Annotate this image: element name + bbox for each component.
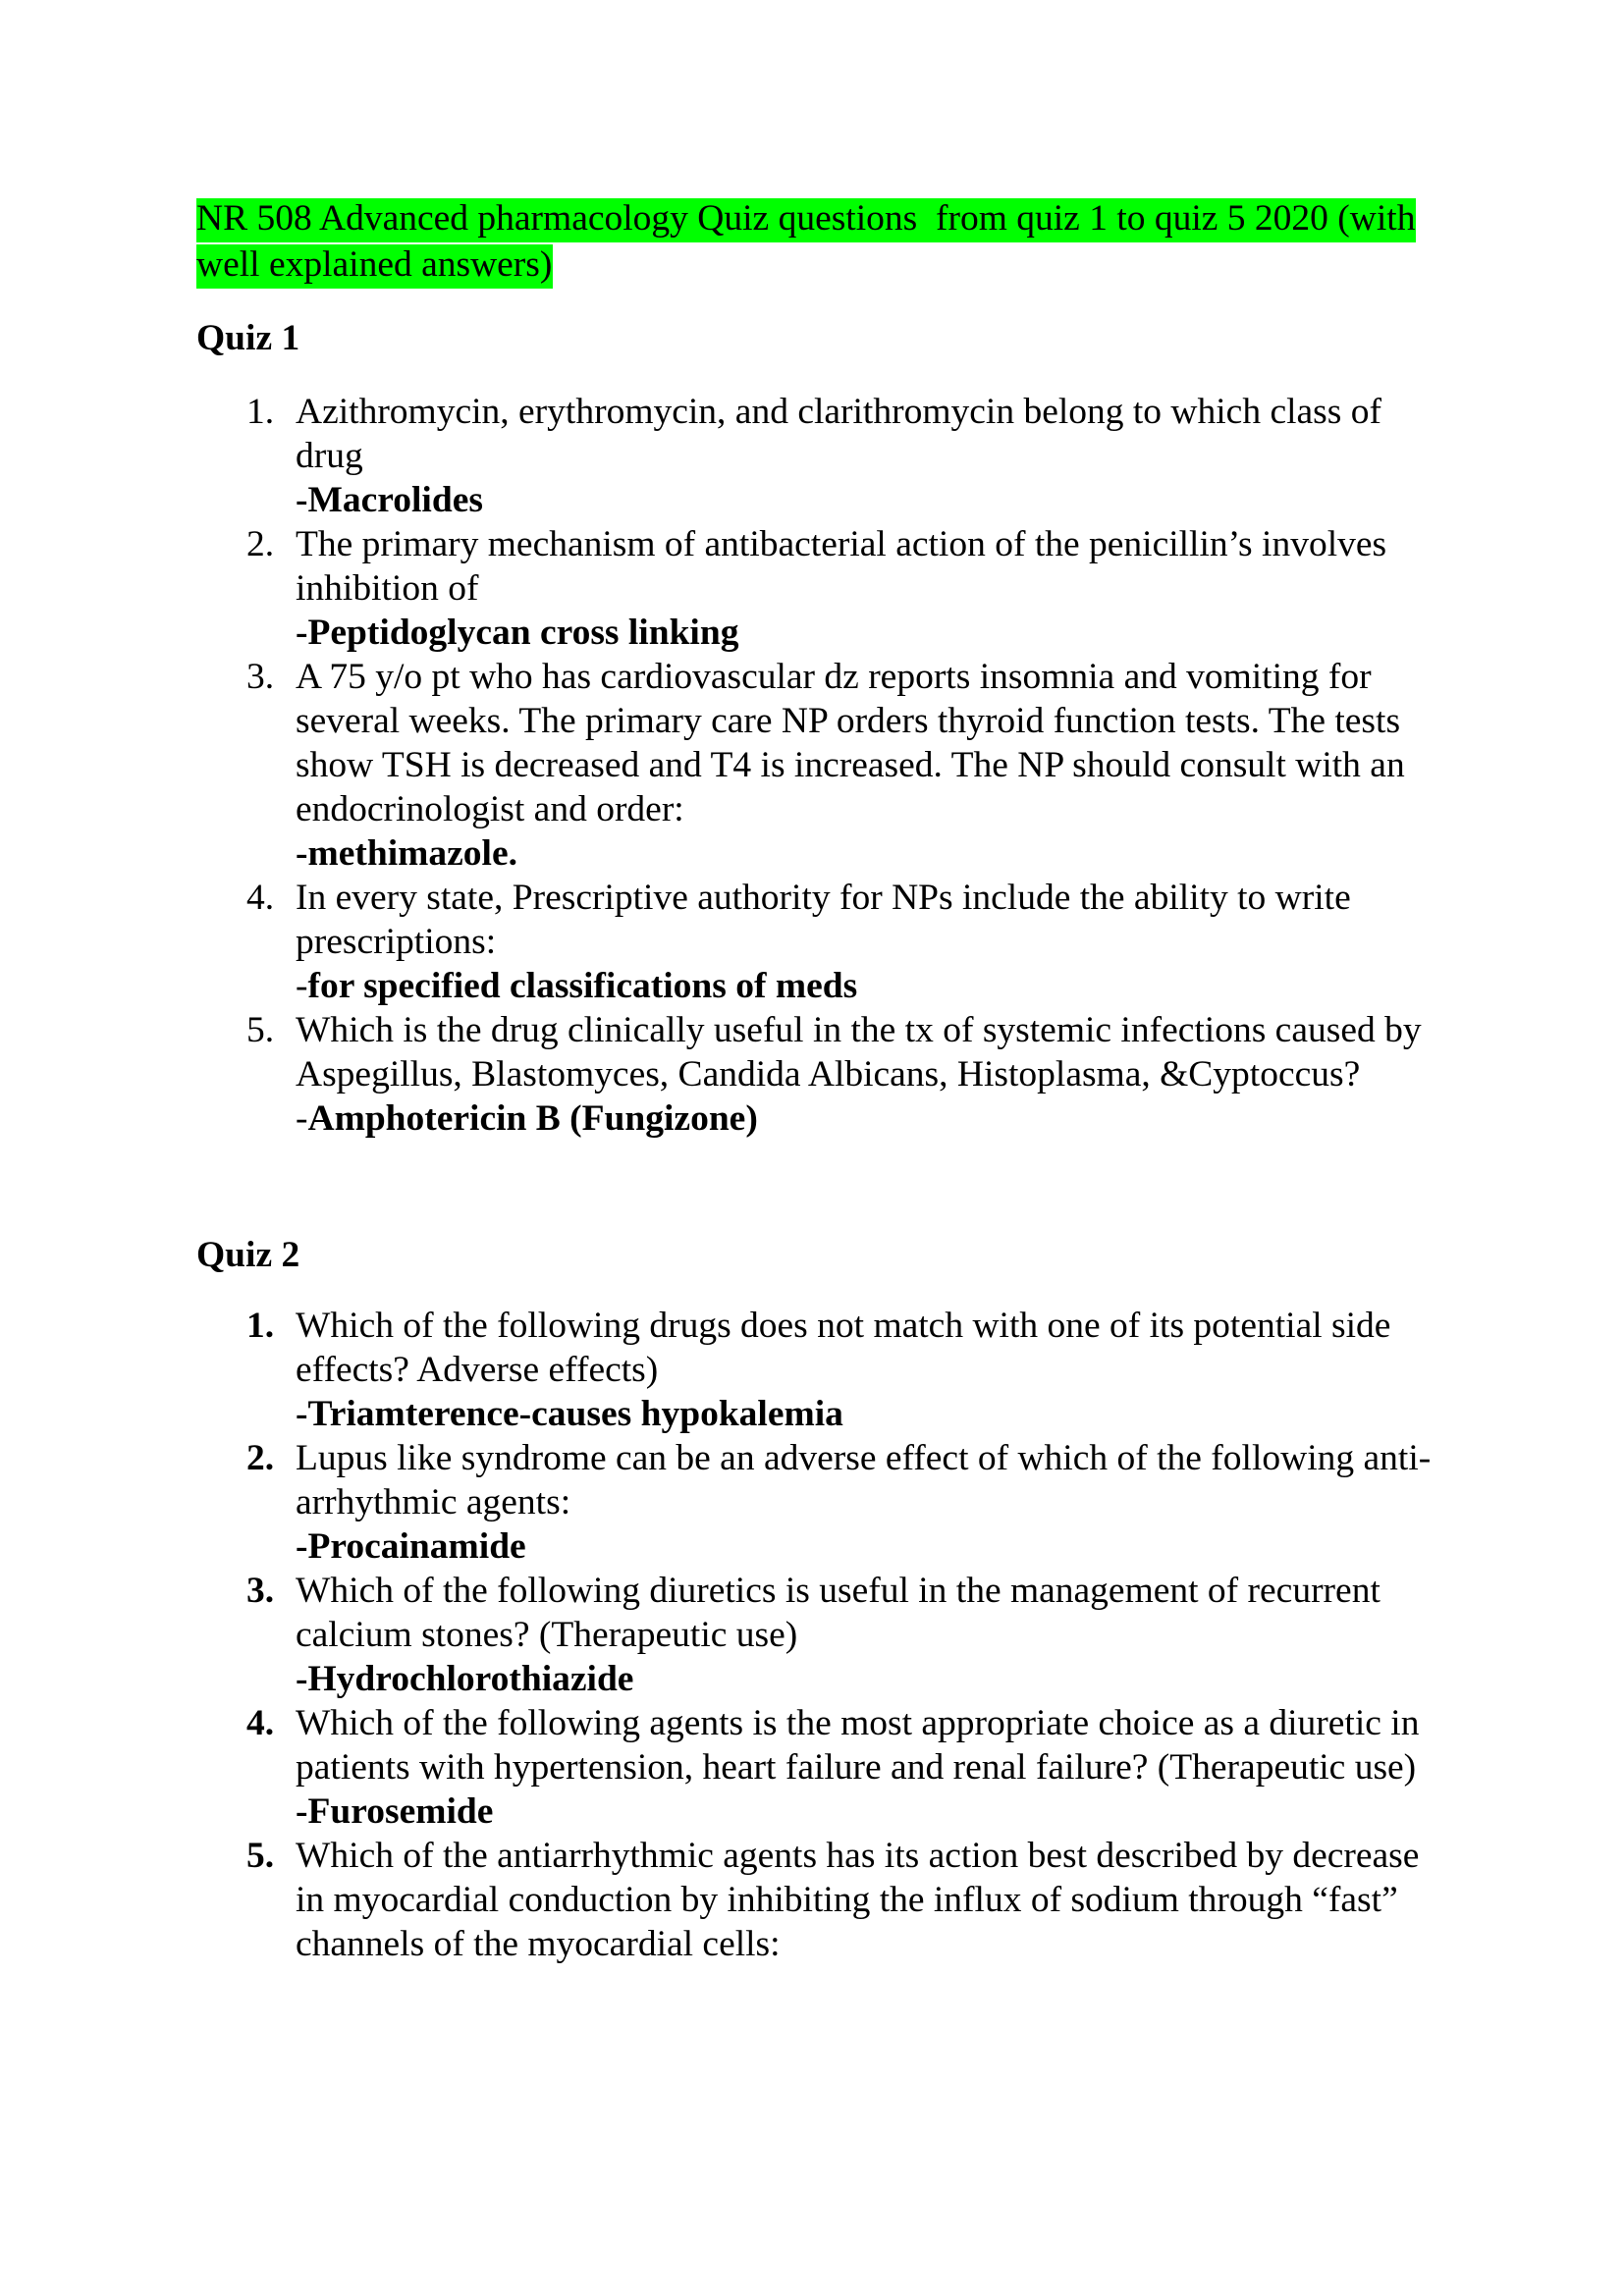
- title-line-1: [196, 195, 1492, 241]
- question-text-line: Which of the following drugs does not match with one of its potential side: [296, 1306, 1391, 1346]
- answer-value: Procainamide: [307, 1526, 526, 1567]
- question-text-line: Which is the drug clinically useful in the tx of systemic infections caused by: [296, 1010, 1422, 1050]
- question-text-line: calcium stones? (Therapeutic use): [296, 1615, 798, 1655]
- question-text-line: Which of the following diuretics is useful in the management of recurrent: [296, 1571, 1380, 1611]
- answer-dash: -: [296, 1791, 308, 1832]
- answer-value: Macrolides: [307, 480, 483, 520]
- answer-dash: -: [296, 1526, 308, 1567]
- question-number: 3.: [246, 657, 275, 697]
- quiz-1-question-2: [0, 522, 1624, 655]
- question-text-line: drug: [296, 436, 363, 476]
- question-number: 3.: [246, 1571, 275, 1611]
- quiz-1-question-list: [0, 390, 1624, 1141]
- question-number: 2.: [246, 524, 275, 564]
- answer-text: [296, 1524, 1523, 1569]
- quiz-1-question-4: [0, 876, 1624, 1008]
- answer-text: [296, 964, 1523, 1008]
- question-number: 2.: [246, 1438, 275, 1478]
- question-text-line: show TSH is decreased and T4 is increased. The NP should consult with an: [296, 745, 1405, 785]
- quiz-2-question-4: [0, 1701, 1624, 1834]
- question-text-line: Which of the antiarrhythmic agents has its action best described by decrease: [296, 1836, 1420, 1876]
- question-number: 5.: [246, 1010, 275, 1050]
- quiz-2-question-list: [0, 1304, 1624, 1966]
- question-number: 1.: [246, 392, 275, 432]
- answer-text: [296, 1096, 1523, 1141]
- quiz-2-heading: Quiz 2: [196, 1235, 300, 1275]
- question-text-line: inhibition of: [296, 568, 479, 609]
- quiz-2-question-3: [0, 1569, 1624, 1701]
- question-text-line: In every state, Prescriptive authority for NPs include the ability to write: [296, 878, 1351, 918]
- answer-dash: -: [296, 1394, 308, 1434]
- answer-dash: -: [296, 480, 308, 520]
- answer-text: [296, 478, 1523, 522]
- question-text-line: The primary mechanism of antibacterial action of the penicillin’s involves: [296, 524, 1387, 564]
- quiz-2-question-5: [0, 1834, 1624, 1966]
- question-text-line: Lupus like syndrome can be an adverse effect of which of the following anti-: [296, 1438, 1432, 1478]
- answer-dash: -: [296, 833, 308, 874]
- question-text-line: several weeks. The primary care NP orders thyroid function tests. The tests: [296, 701, 1401, 741]
- answer-value: Hydrochlorothiazide: [307, 1659, 634, 1699]
- quiz-1-question-5: [0, 1008, 1624, 1141]
- question-text-line: Aspegillus, Blastomyces, Candida Albicans, Histoplasma, &Cyptoccus?: [296, 1054, 1361, 1095]
- answer-text: [296, 611, 1523, 655]
- document-title: [196, 195, 1492, 288]
- question-text-line: effects? Adverse effects): [296, 1350, 659, 1390]
- answer-dash: -: [296, 1659, 308, 1699]
- answer-dash: -: [296, 1098, 308, 1139]
- answer-dash: -: [296, 966, 308, 1006]
- question-text-line: channels of the myocardial cells:: [296, 1924, 781, 1964]
- title-line-2: [196, 241, 1492, 288]
- question-number: 5.: [246, 1836, 275, 1876]
- question-text-line: patients with hypertension, heart failure and renal failure? (Therapeutic use): [296, 1747, 1417, 1788]
- answer-dash: -: [296, 613, 308, 653]
- answer-value: Triamterence-causes hypokalemia: [307, 1394, 843, 1434]
- question-text-line: prescriptions:: [296, 922, 497, 962]
- answer-value: Furosemide: [307, 1791, 494, 1832]
- question-text-line: Azithromycin, erythromycin, and clarithromycin belong to which class of: [296, 392, 1381, 432]
- question-number: 4.: [246, 878, 275, 918]
- title-highlight: well explained answers): [196, 244, 553, 289]
- answer-value: Peptidoglycan cross linking: [307, 613, 739, 653]
- question-number: 4.: [246, 1703, 275, 1743]
- quiz-1-question-1: [0, 390, 1624, 522]
- quiz-1-heading: Quiz 1: [196, 318, 300, 358]
- quiz-2-question-1: [0, 1304, 1624, 1436]
- answer-text: [296, 831, 1523, 876]
- title-highlight: NR 508 Advanced pharmacology Quiz questions from quiz 1 to quiz 5 2020 (with: [196, 198, 1416, 242]
- answer-value: for specified classifications of meds: [307, 966, 858, 1006]
- answer-value: Amphotericin B (Fungizone): [307, 1098, 758, 1139]
- answer-text: [296, 1789, 1523, 1834]
- question-text-line: endocrinologist and order:: [296, 789, 684, 829]
- answer-text: [296, 1392, 1523, 1436]
- answer-text: [296, 1657, 1523, 1701]
- question-text-line: Which of the following agents is the most appropriate choice as a diuretic in: [296, 1703, 1420, 1743]
- question-text-line: arrhythmic agents:: [296, 1482, 571, 1522]
- quiz-2-question-2: [0, 1436, 1624, 1569]
- question-text-line: in myocardial conduction by inhibiting the influx of sodium through “fast”: [296, 1880, 1398, 1920]
- question-number: 1.: [246, 1306, 275, 1346]
- answer-value: methimazole.: [307, 833, 517, 874]
- question-text-line: A 75 y/o pt who has cardiovascular dz reports insomnia and vomiting for: [296, 657, 1372, 697]
- quiz-1-question-3: [0, 655, 1624, 876]
